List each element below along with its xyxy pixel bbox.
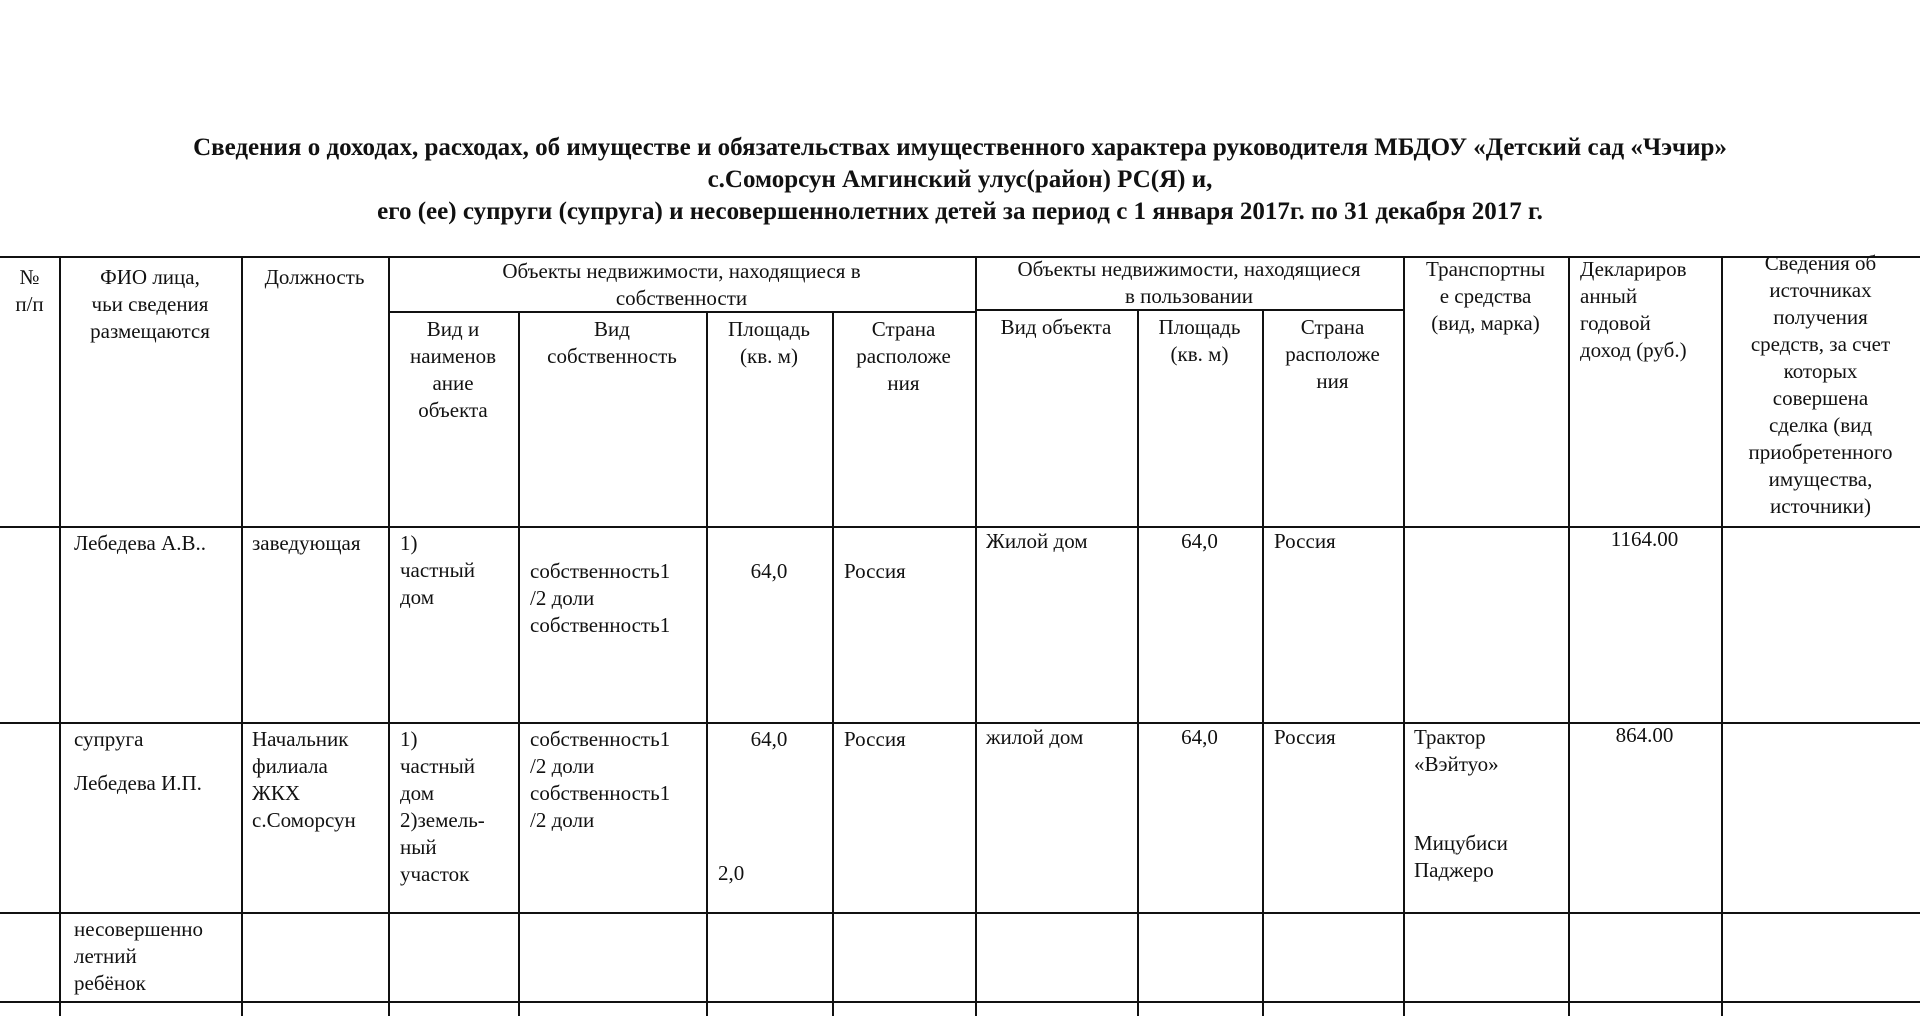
document-title-line1: Сведения о доходах, расходах, об имуществе и обязательствах имущественного характера руководителя МБДОУ «Детский сад «Чэчир» — [193, 134, 1727, 161]
header-used-type: Вид объекта — [1000, 315, 1112, 339]
row2-income: 864.00 — [1615, 723, 1674, 747]
header-position: Должность — [264, 265, 365, 289]
header-used-area: Площадь (кв. м) — [1158, 315, 1241, 366]
header-num: № п/п — [15, 265, 44, 316]
col-divider-owned-country — [975, 256, 977, 1016]
row1-used-country: Россия — [1274, 529, 1336, 553]
header-sources: Сведения об источниках получения средств, за счет которых совершена сделка (вид приобретенного имущества, источники) — [1748, 251, 1893, 518]
header-vehicles: Транспортны е средства (вид, марка) — [1426, 257, 1545, 335]
header-owned-country: Страна расположе ния — [856, 317, 951, 395]
row1-owned-country: Россия — [844, 559, 906, 583]
row2-vehicle-1: Трактор «Вэйтуо» — [1414, 725, 1499, 776]
row3-fio: несовершенно летний ребёнок — [74, 917, 203, 995]
col-divider-owned-type — [518, 311, 520, 1016]
col-divider-used-country — [1403, 256, 1405, 1016]
row2-fio-role: супруга — [74, 727, 144, 751]
row1-position: заведующая — [252, 531, 361, 555]
row1-used-type: Жилой дом — [986, 529, 1088, 553]
document-title-line3: его (ее) супруги (супруга) и несовершеннолетних детей за период с 1 января 2017г. по 31 декабря 2017 г. — [377, 198, 1543, 225]
row2-owned-country: Россия — [844, 727, 906, 751]
header-owned-group: Объекты недвижимости, находящиеся в собственности — [502, 259, 861, 310]
header-income: Деклариров анный годовой доход (руб.) — [1580, 257, 1687, 362]
row2-owned-ownership: собственность1 /2 доли собственность1 /2 доли — [530, 727, 671, 832]
row1-owned-type: 1) частный дом — [400, 531, 475, 609]
row2-owned-type: 1) частный дом 2)земель- ный участок — [400, 727, 485, 886]
row2-bottom-border — [0, 912, 1920, 914]
row2-owned-area: 64,0 — [750, 727, 788, 751]
header-fio: ФИО лица, чьи сведения размещаются — [90, 265, 210, 343]
row2-used-type: жилой дом — [986, 725, 1084, 749]
col-divider-vehicles — [1568, 256, 1570, 1016]
col-divider-owned-area — [832, 311, 834, 1016]
col-divider-num — [59, 256, 61, 1016]
row2-used-area: 64,0 — [1181, 725, 1218, 749]
row2-used-country: Россия — [1274, 725, 1336, 749]
col-divider-used-type — [1137, 309, 1139, 1016]
header-used-country: Страна расположе ния — [1285, 315, 1380, 393]
col-divider-used-area — [1262, 309, 1264, 1016]
col-divider-owned-ownership — [706, 311, 708, 1016]
col-divider-fio — [241, 256, 243, 1016]
header-owned-ownership: Вид собственность — [547, 317, 677, 368]
row2-position: Начальник филиала ЖКХ с.Соморсун — [252, 727, 356, 832]
row1-fio: Лебедева А.В.. — [74, 531, 207, 555]
header-used-group: Объекты недвижимости, находящиеся в пользовании — [1017, 257, 1361, 308]
document-title-line2: с.Соморсун Амгинский улус(район) РС(Я) и, — [707, 166, 1213, 193]
row2-vehicle-2: Мицубиси Паджеро — [1414, 831, 1508, 882]
row2-fio: Лебедева И.П. — [74, 771, 202, 795]
row3-bottom-border — [0, 1001, 1920, 1003]
row1-used-area: 64,0 — [1181, 529, 1218, 553]
row1-owned-ownership: собственность1 /2 доли собственность1 — [530, 559, 671, 637]
header-owned-area: Площадь (кв. м) — [728, 317, 810, 368]
row1-owned-area: 64,0 — [750, 559, 788, 583]
header-owned-type: Вид и наименов ание объекта — [409, 317, 497, 422]
income-declaration-table — [0, 251, 1920, 1016]
row2-owned-area-2: 2,0 — [718, 861, 745, 885]
row1-income: 1164.00 — [1610, 527, 1679, 551]
